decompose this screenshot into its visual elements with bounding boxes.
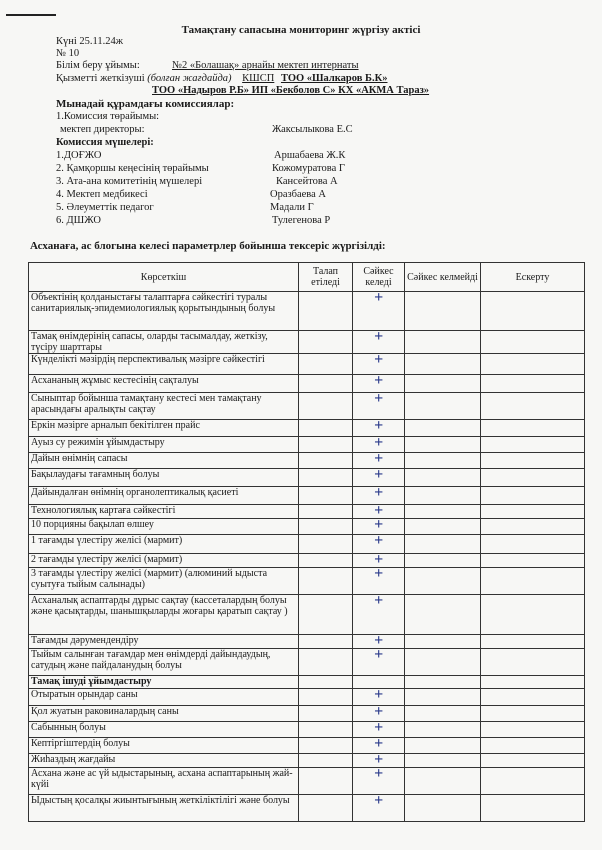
required-cell	[299, 535, 353, 554]
member-role: 3. Ата-ана комитетінің мүшелері	[56, 176, 203, 187]
indicator-cell: Дайындалған өнімнің органолептикалық қасиеті	[29, 487, 299, 505]
supplier-value: ТОО «Шалкаров Б.К»	[280, 73, 388, 84]
indicator-cell: Бақылаудағы тағамның болуы	[29, 469, 299, 487]
table-row	[29, 393, 585, 420]
header-indicator: Көрсеткіш	[29, 263, 299, 292]
noncompliant-cell	[405, 676, 481, 689]
handwritten-plus-mark: +	[373, 686, 384, 703]
chair-label: 1.Комиссия төрайымы:	[56, 111, 160, 122]
compliant-cell	[353, 592, 405, 635]
indicator-cell: Отыратын орындар саны	[29, 689, 299, 706]
table-row	[29, 635, 585, 649]
member-role: 1.ДОҒЖО	[56, 150, 102, 161]
table-row	[29, 292, 585, 331]
handwritten-plus-mark: +	[373, 351, 384, 368]
required-cell	[299, 375, 353, 393]
member-name: Мадали Г	[270, 202, 314, 213]
header-noncompliant: Сәйкес келмейді	[405, 263, 481, 292]
table-row	[29, 722, 585, 738]
remark-cell	[481, 568, 585, 595]
handwritten-plus-mark: +	[373, 390, 384, 407]
indicator-cell: Күнделікті мәзірдің перспективалық мәзірге сәйкестігі	[29, 354, 299, 375]
handwritten-plus-mark: +	[373, 735, 384, 752]
noncompliant-cell	[405, 568, 481, 595]
noncompliant-cell	[405, 437, 481, 453]
required-cell	[299, 554, 353, 568]
director-name: Жаксылыкова Е.С	[272, 124, 353, 135]
indicator-cell: Асханалық аспаптарды дұрыс сақтау (кассеталардың болуы және қасықтарды, шанышқыларды жоғары қаратып сақтау )	[29, 595, 299, 635]
noncompliant-cell	[405, 795, 481, 822]
required-cell	[299, 635, 353, 649]
indicator-cell: Тамақ ішуді ұйымдастыру	[29, 676, 299, 689]
compliant-cell	[353, 792, 405, 822]
handwritten-plus-mark: +	[373, 703, 384, 720]
noncompliant-cell	[405, 706, 481, 722]
indicator-cell: Тамақ өнімдерінің сапасы, оларды тасымалдау, жеткізу, түсіру шарттары	[29, 331, 299, 354]
noncompliant-cell	[405, 722, 481, 738]
remark-cell	[481, 738, 585, 754]
remark-cell	[481, 519, 585, 535]
indicator-cell: Асхана және ас үй ыдыстарының, асхана аспаптарының жай-күйі	[29, 768, 299, 795]
org-value: №2 «Болашақ» арнайы мектеп интернаты	[172, 60, 359, 71]
table-row	[29, 519, 585, 535]
indicator-cell: Дайын өнімнің сапасы	[29, 453, 299, 469]
indicator-cell: 3 тағамды үлестіру желісі (мармит) (алюминий ыдыста суытуға тыйым салынады)	[29, 568, 299, 595]
remark-cell	[481, 487, 585, 505]
member-name: Кожомуратова Г	[272, 163, 345, 174]
handwritten-plus-mark: +	[373, 289, 384, 306]
noncompliant-cell	[405, 535, 481, 554]
required-cell	[299, 469, 353, 487]
noncompliant-cell	[405, 292, 481, 331]
required-cell	[299, 420, 353, 437]
handwritten-plus-mark: +	[373, 450, 384, 467]
top-edge-mark	[6, 14, 56, 16]
table-row	[29, 795, 585, 822]
handwritten-plus-mark: +	[373, 719, 384, 736]
noncompliant-cell	[405, 649, 481, 676]
table-row	[29, 768, 585, 795]
required-cell	[299, 795, 353, 822]
table-row	[29, 487, 585, 505]
remark-cell	[481, 649, 585, 676]
table-row	[29, 706, 585, 722]
required-cell	[299, 722, 353, 738]
member-role: 6. ДШЖО	[56, 215, 101, 226]
required-cell	[299, 676, 353, 689]
handwritten-plus-mark: +	[373, 632, 384, 649]
noncompliant-cell	[405, 519, 481, 535]
required-cell	[299, 568, 353, 595]
member-name: Кансейтова А	[276, 176, 338, 187]
remark-cell	[481, 768, 585, 795]
remark-cell	[481, 292, 585, 331]
table-row	[29, 649, 585, 676]
remark-cell	[481, 689, 585, 706]
supplier-prefix: КШСП	[242, 73, 275, 84]
required-cell	[299, 505, 353, 519]
table-row	[29, 568, 585, 595]
noncompliant-cell	[405, 635, 481, 649]
required-cell	[299, 437, 353, 453]
remark-cell	[481, 375, 585, 393]
noncompliant-cell	[405, 487, 481, 505]
handwritten-plus-mark: +	[373, 646, 384, 663]
table-row	[29, 331, 585, 354]
indicator-cell: Объектінің қолданыстағы талаптарға сәйкестігі туралы санитариялық-эпидемиологиялық қорытындының болуы	[29, 292, 299, 331]
indicator-cell: Ыдыстың қосалқы жиынтығының жеткіліктілігі және болуы	[29, 795, 299, 822]
indicator-cell: 1 тағамды үлестіру желісі (мармит)	[29, 535, 299, 554]
table-row	[29, 535, 585, 554]
remark-cell	[481, 795, 585, 822]
table-row	[29, 738, 585, 754]
remark-cell	[481, 354, 585, 375]
indicator-cell: Тағамды дәрумендендіру	[29, 635, 299, 649]
compliant-cell	[353, 289, 405, 331]
indicator-cell: 10 порцияны бақылап өлшеу	[29, 519, 299, 535]
remark-cell	[481, 331, 585, 354]
remark-cell	[481, 635, 585, 649]
noncompliant-cell	[405, 754, 481, 768]
noncompliant-cell	[405, 595, 481, 635]
noncompliant-cell	[405, 420, 481, 437]
member-name: Тулегенова Р	[272, 215, 331, 226]
member-role: 2. Қамқоршы кеңесінің төрайымы	[56, 163, 209, 174]
table-section-row	[29, 676, 585, 689]
table-row	[29, 354, 585, 375]
handwritten-plus-mark: +	[373, 592, 384, 609]
members-heading: Комиссия мүшелері:	[56, 137, 154, 148]
remark-cell	[481, 505, 585, 519]
handwritten-plus-mark: +	[373, 417, 384, 434]
member-name: Оразбаева А	[270, 189, 326, 200]
supplier-line2: ТОО «Надыров Р.Б» ИП «Бекболов С» КХ «АКМА Тараз»	[152, 85, 430, 96]
indicator-cell: Асхананың жұмыс кестесінің сақталуы	[29, 375, 299, 393]
handwritten-plus-mark: +	[373, 751, 384, 768]
table-row	[29, 469, 585, 487]
header-compliant: Сәйкес келеді	[353, 263, 405, 292]
handwritten-plus-mark: +	[373, 434, 384, 451]
indicator-cell: Технологиялық картаға сәйкестігі	[29, 505, 299, 519]
required-cell	[299, 519, 353, 535]
noncompliant-cell	[405, 375, 481, 393]
compliant-cell	[353, 565, 405, 595]
member-role: 5. Әлеуметтік педагог	[56, 202, 154, 213]
remark-cell	[481, 554, 585, 568]
indicator-cell: 2 тағамды үлестіру желісі (мармит)	[29, 554, 299, 568]
remark-cell	[481, 722, 585, 738]
indicator-cell: Сыныптар бойынша тамақтану кестесі мен тамақтану арасындағы аралықты сақтау	[29, 393, 299, 420]
noncompliant-cell	[405, 689, 481, 706]
handwritten-plus-mark: +	[373, 765, 384, 782]
required-cell	[299, 354, 353, 375]
handwritten-plus-mark: +	[373, 565, 384, 582]
table-row	[29, 689, 585, 706]
remark-cell	[481, 535, 585, 554]
check-heading: Асханаға, ас блогына келесі параметрлер бойынша тексеріс жүргізілді:	[30, 240, 386, 252]
required-cell	[299, 738, 353, 754]
table-row	[29, 375, 585, 393]
org-label: Білім беру ұйымы:	[56, 60, 140, 71]
required-cell	[299, 595, 353, 635]
document-title: Тамақтану сапасына мониторинг жүргізу актісі	[181, 24, 421, 36]
handwritten-plus-mark: +	[373, 466, 384, 483]
required-cell	[299, 393, 353, 420]
required-cell	[299, 768, 353, 795]
remark-cell	[481, 469, 585, 487]
table-row	[29, 554, 585, 568]
header-remark: Ескерту	[481, 263, 585, 292]
handwritten-plus-mark: +	[373, 532, 384, 549]
required-cell	[299, 331, 353, 354]
table-row	[29, 754, 585, 768]
noncompliant-cell	[405, 393, 481, 420]
inspection-table	[28, 262, 585, 822]
noncompliant-cell	[405, 738, 481, 754]
remark-cell	[481, 437, 585, 453]
date-line: Күні 25.11.24ж	[56, 36, 124, 47]
noncompliant-cell	[405, 554, 481, 568]
table-row	[29, 453, 585, 469]
required-cell	[299, 706, 353, 722]
noncompliant-cell	[405, 453, 481, 469]
remark-cell	[481, 420, 585, 437]
indicator-cell: Сабынның болуы	[29, 722, 299, 738]
required-cell	[299, 754, 353, 768]
indicator-cell: Қол жуатын раковиналардың саны	[29, 706, 299, 722]
remark-cell	[481, 453, 585, 469]
handwritten-plus-mark: +	[373, 328, 384, 345]
supplier-row	[56, 73, 388, 85]
supplier-label: Қызметті жеткізуші	[56, 73, 145, 84]
required-cell	[299, 487, 353, 505]
remark-cell	[481, 676, 585, 689]
noncompliant-cell	[405, 469, 481, 487]
compliant-cell	[353, 765, 405, 795]
supplier-note: (болған жағдайда)	[147, 73, 232, 84]
table-row	[29, 505, 585, 519]
remark-cell	[481, 754, 585, 768]
handwritten-plus-mark: +	[373, 792, 384, 809]
table-header-row	[29, 263, 585, 292]
compliant-cell	[353, 390, 405, 420]
noncompliant-cell	[405, 331, 481, 354]
table-row	[29, 595, 585, 635]
handwritten-plus-mark: +	[373, 551, 384, 568]
required-cell	[299, 689, 353, 706]
handwritten-plus-mark: +	[373, 372, 384, 389]
remark-cell	[481, 595, 585, 635]
member-role: 4. Мектеп медбикесі	[56, 189, 148, 200]
remark-cell	[481, 706, 585, 722]
table-row	[29, 420, 585, 437]
indicator-cell: Ауыз су режимін ұйымдастыру	[29, 437, 299, 453]
header-required: Талап етіледі	[299, 263, 353, 292]
required-cell	[299, 453, 353, 469]
handwritten-plus-mark: +	[373, 516, 384, 533]
handwritten-plus-mark: +	[373, 502, 384, 519]
member-name: Аршабаева Ж.К	[274, 150, 346, 161]
required-cell	[299, 292, 353, 331]
indicator-cell: Кептіргіштердің болуы	[29, 738, 299, 754]
required-cell	[299, 649, 353, 676]
noncompliant-cell	[405, 505, 481, 519]
remark-cell	[481, 393, 585, 420]
noncompliant-cell	[405, 354, 481, 375]
indicator-cell: Жиһаздың жағдайы	[29, 754, 299, 768]
commission-heading: Мынадай құрамдағы комиссиялар:	[56, 98, 235, 110]
indicator-cell: Еркін мәзірге арналып бекітілген прайс	[29, 420, 299, 437]
noncompliant-cell	[405, 768, 481, 795]
number-line: № 10	[56, 48, 80, 59]
indicator-cell: Тыйым салынған тағамдар мен өнімдерді дайындаудың, сатудың және пайдаланудың болуы	[29, 649, 299, 676]
table-row	[29, 437, 585, 453]
director-label: мектеп директоры:	[60, 124, 145, 135]
compliant-cell	[353, 646, 405, 676]
handwritten-plus-mark: +	[373, 484, 384, 501]
